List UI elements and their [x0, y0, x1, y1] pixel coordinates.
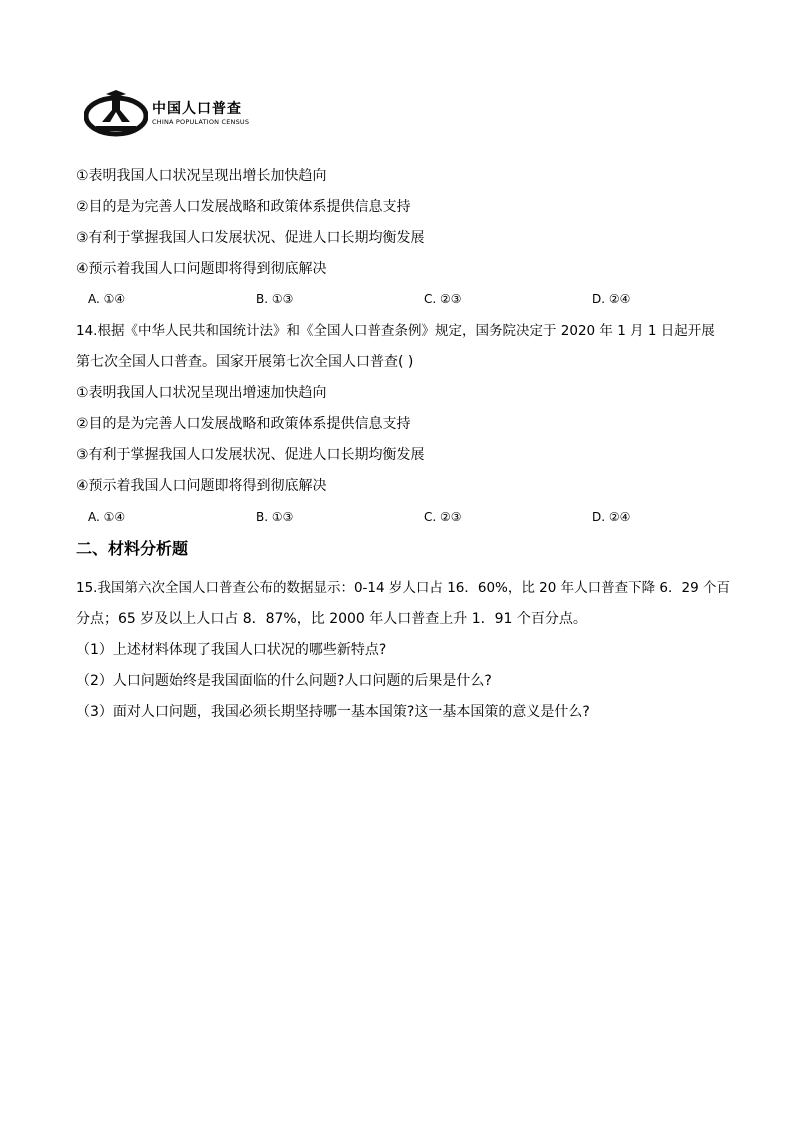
q14-option-c: C. ②③: [424, 510, 462, 524]
q14-option-a: A. ①④: [88, 510, 126, 524]
q14-statement-3: ③有利于掌握我国人口发展状况、促进人口长期均衡发展: [76, 447, 425, 463]
q13-option-b: B. ①③: [256, 292, 294, 306]
q13-statement-2: ②目的是为完善人口发展战略和政策体系提供信息支持: [76, 199, 411, 215]
q15-stem-line-1: 15.我国第六次全国人口普查公布的数据显示：0-14 岁人口占 16．60%，比 20 年人口普查下降 6．29 个百: [76, 580, 730, 596]
q14-stem-line-1: 14.根据《中华人民共和国统计法》和《全国人口普查条例》规定，国务院决定于 2020 年 1 月 1 日起开展: [76, 323, 715, 339]
q14-option-b: B. ①③: [256, 510, 294, 524]
census-emblem-icon: [84, 88, 148, 140]
q13-option-a: A. ①④: [88, 292, 126, 306]
q13-statement-3: ③有利于掌握我国人口发展状况、促进人口长期均衡发展: [76, 230, 425, 246]
q13-option-d: D. ②④: [592, 292, 631, 306]
q15-sub-question-3: （3）面对人口问题，我国必须长期坚持哪一基本国策?这一基本国策的意义是什么?: [76, 704, 590, 720]
q14-statement-4: ④预示着我国人口问题即将得到彻底解决: [76, 478, 327, 494]
q13-option-c: C. ②③: [424, 292, 462, 306]
q13-statement-1: ①表明我国人口状况呈现出增长加快趋向: [76, 168, 327, 184]
census-logo: [84, 88, 254, 140]
q15-sub-question-1: （1）上述材料体现了我国人口状况的哪些新特点?: [76, 642, 387, 658]
logo-title: 中国人口普查: [152, 101, 242, 117]
q15-stem-line-2: 分点；65 岁及以上人口占 8．87%，比 2000 年人口普查上升 1．91 个百分点。: [76, 611, 587, 627]
q14-option-d: D. ②④: [592, 510, 631, 524]
q15-sub-question-2: （2）人口问题始终是我国面临的什么问题?人口问题的后果是什么?: [76, 673, 492, 689]
q14-statement-1: ①表明我国人口状况呈现出增速加快趋向: [76, 385, 327, 401]
logo-subtitle: CHINA POPULATION CENSUS: [152, 118, 250, 126]
q14-statement-2: ②目的是为完善人口发展战略和政策体系提供信息支持: [76, 416, 411, 432]
q13-statement-4: ④预示着我国人口问题即将得到彻底解决: [76, 261, 327, 277]
section-heading: 二、材料分析题: [76, 539, 189, 558]
q14-stem-line-2: 第七次全国人口普查。国家开展第七次全国人口普查( ): [76, 354, 414, 370]
